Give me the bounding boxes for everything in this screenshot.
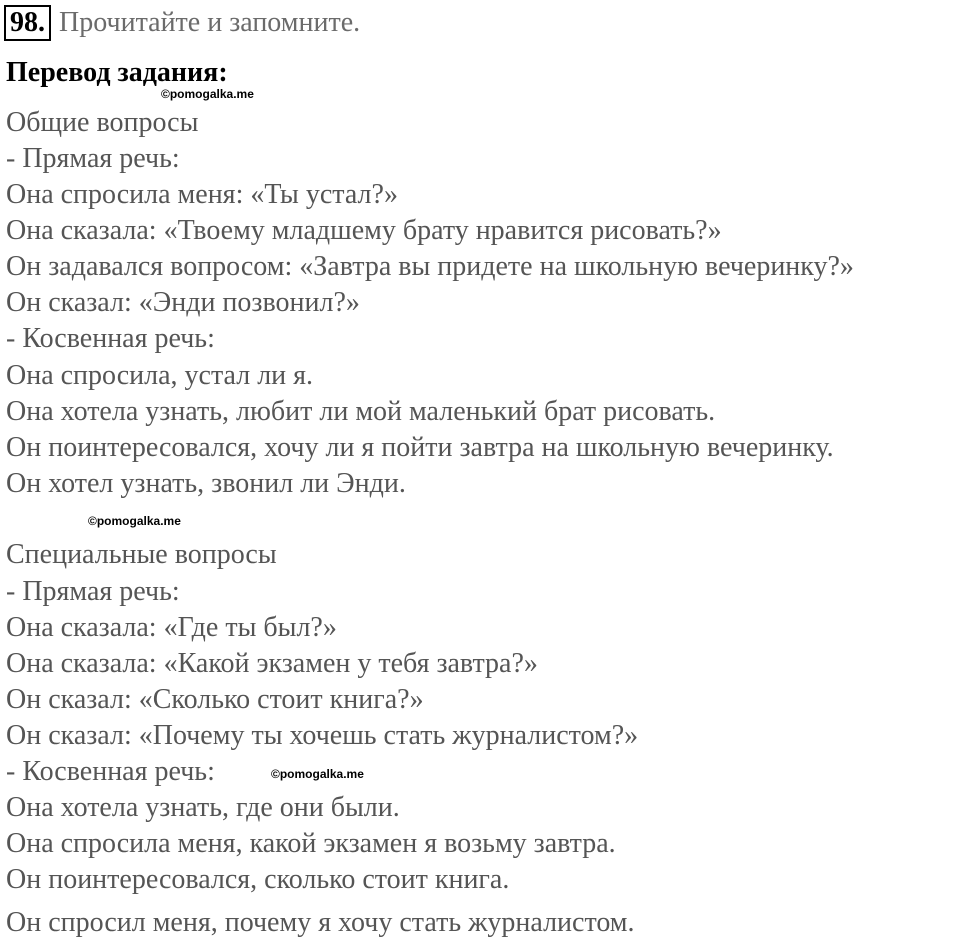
text-line: Он сказал: «Энди позвонил?»: [6, 287, 360, 318]
text-line: Она спросила меня, какой экзамен я возьму завтра.: [6, 828, 616, 859]
text-line: Он поинтересовался, сколько стоит книга.: [6, 864, 510, 895]
text-line: Она сказала: «Какой экзамен у тебя завтра?»: [6, 648, 538, 679]
text-line: Она спросила, устал ли я.: [6, 360, 314, 391]
section-title-general-questions: Общие вопросы: [6, 107, 199, 138]
task-number-box: 98.: [4, 5, 51, 41]
task-instruction: Прочитайте и запомните.: [59, 7, 361, 38]
text-line: Он спросил меня, почему я хочу стать журналистом.: [6, 907, 635, 938]
text-line: Она хотела узнать, любит ли мой маленький брат рисовать.: [6, 396, 716, 427]
indirect-speech-label: - Косвенная речь:: [6, 756, 215, 787]
direct-speech-label: - Прямая речь:: [6, 576, 180, 607]
direct-speech-label: - Прямая речь:: [6, 143, 180, 174]
section-title-special-questions: Специальные вопросы: [6, 539, 277, 570]
text-line: Он сказал: «Почему ты хочешь стать журналистом?»: [6, 720, 639, 751]
text-line: Она хотела узнать, где они были.: [6, 792, 400, 823]
watermark: ©pomogalka.me: [161, 87, 254, 101]
text-line: Он задавался вопросом: «Завтра вы придете на школьную вечеринку?»: [6, 251, 854, 282]
indirect-speech-label: - Косвенная речь:: [6, 323, 215, 354]
text-line: Она спросила меня: «Ты устал?»: [6, 179, 398, 210]
text-line: Он поинтересовался, хочу ли я пойти завтра на школьную вечеринку.: [6, 432, 834, 463]
text-line: Он хотел узнать, звонил ли Энди.: [6, 468, 406, 499]
text-line: Он сказал: «Сколько стоит книга?»: [6, 684, 424, 715]
task-header: [4, 4, 360, 42]
text-line: Она сказала: «Твоему младшему брату нравится рисовать?»: [6, 215, 722, 246]
watermark: ©pomogalka.me: [88, 514, 181, 528]
watermark: ©pomogalka.me: [271, 767, 364, 781]
text-line: Она сказала: «Где ты был?»: [6, 612, 337, 643]
translation-heading: Перевод задания:: [6, 57, 228, 88]
